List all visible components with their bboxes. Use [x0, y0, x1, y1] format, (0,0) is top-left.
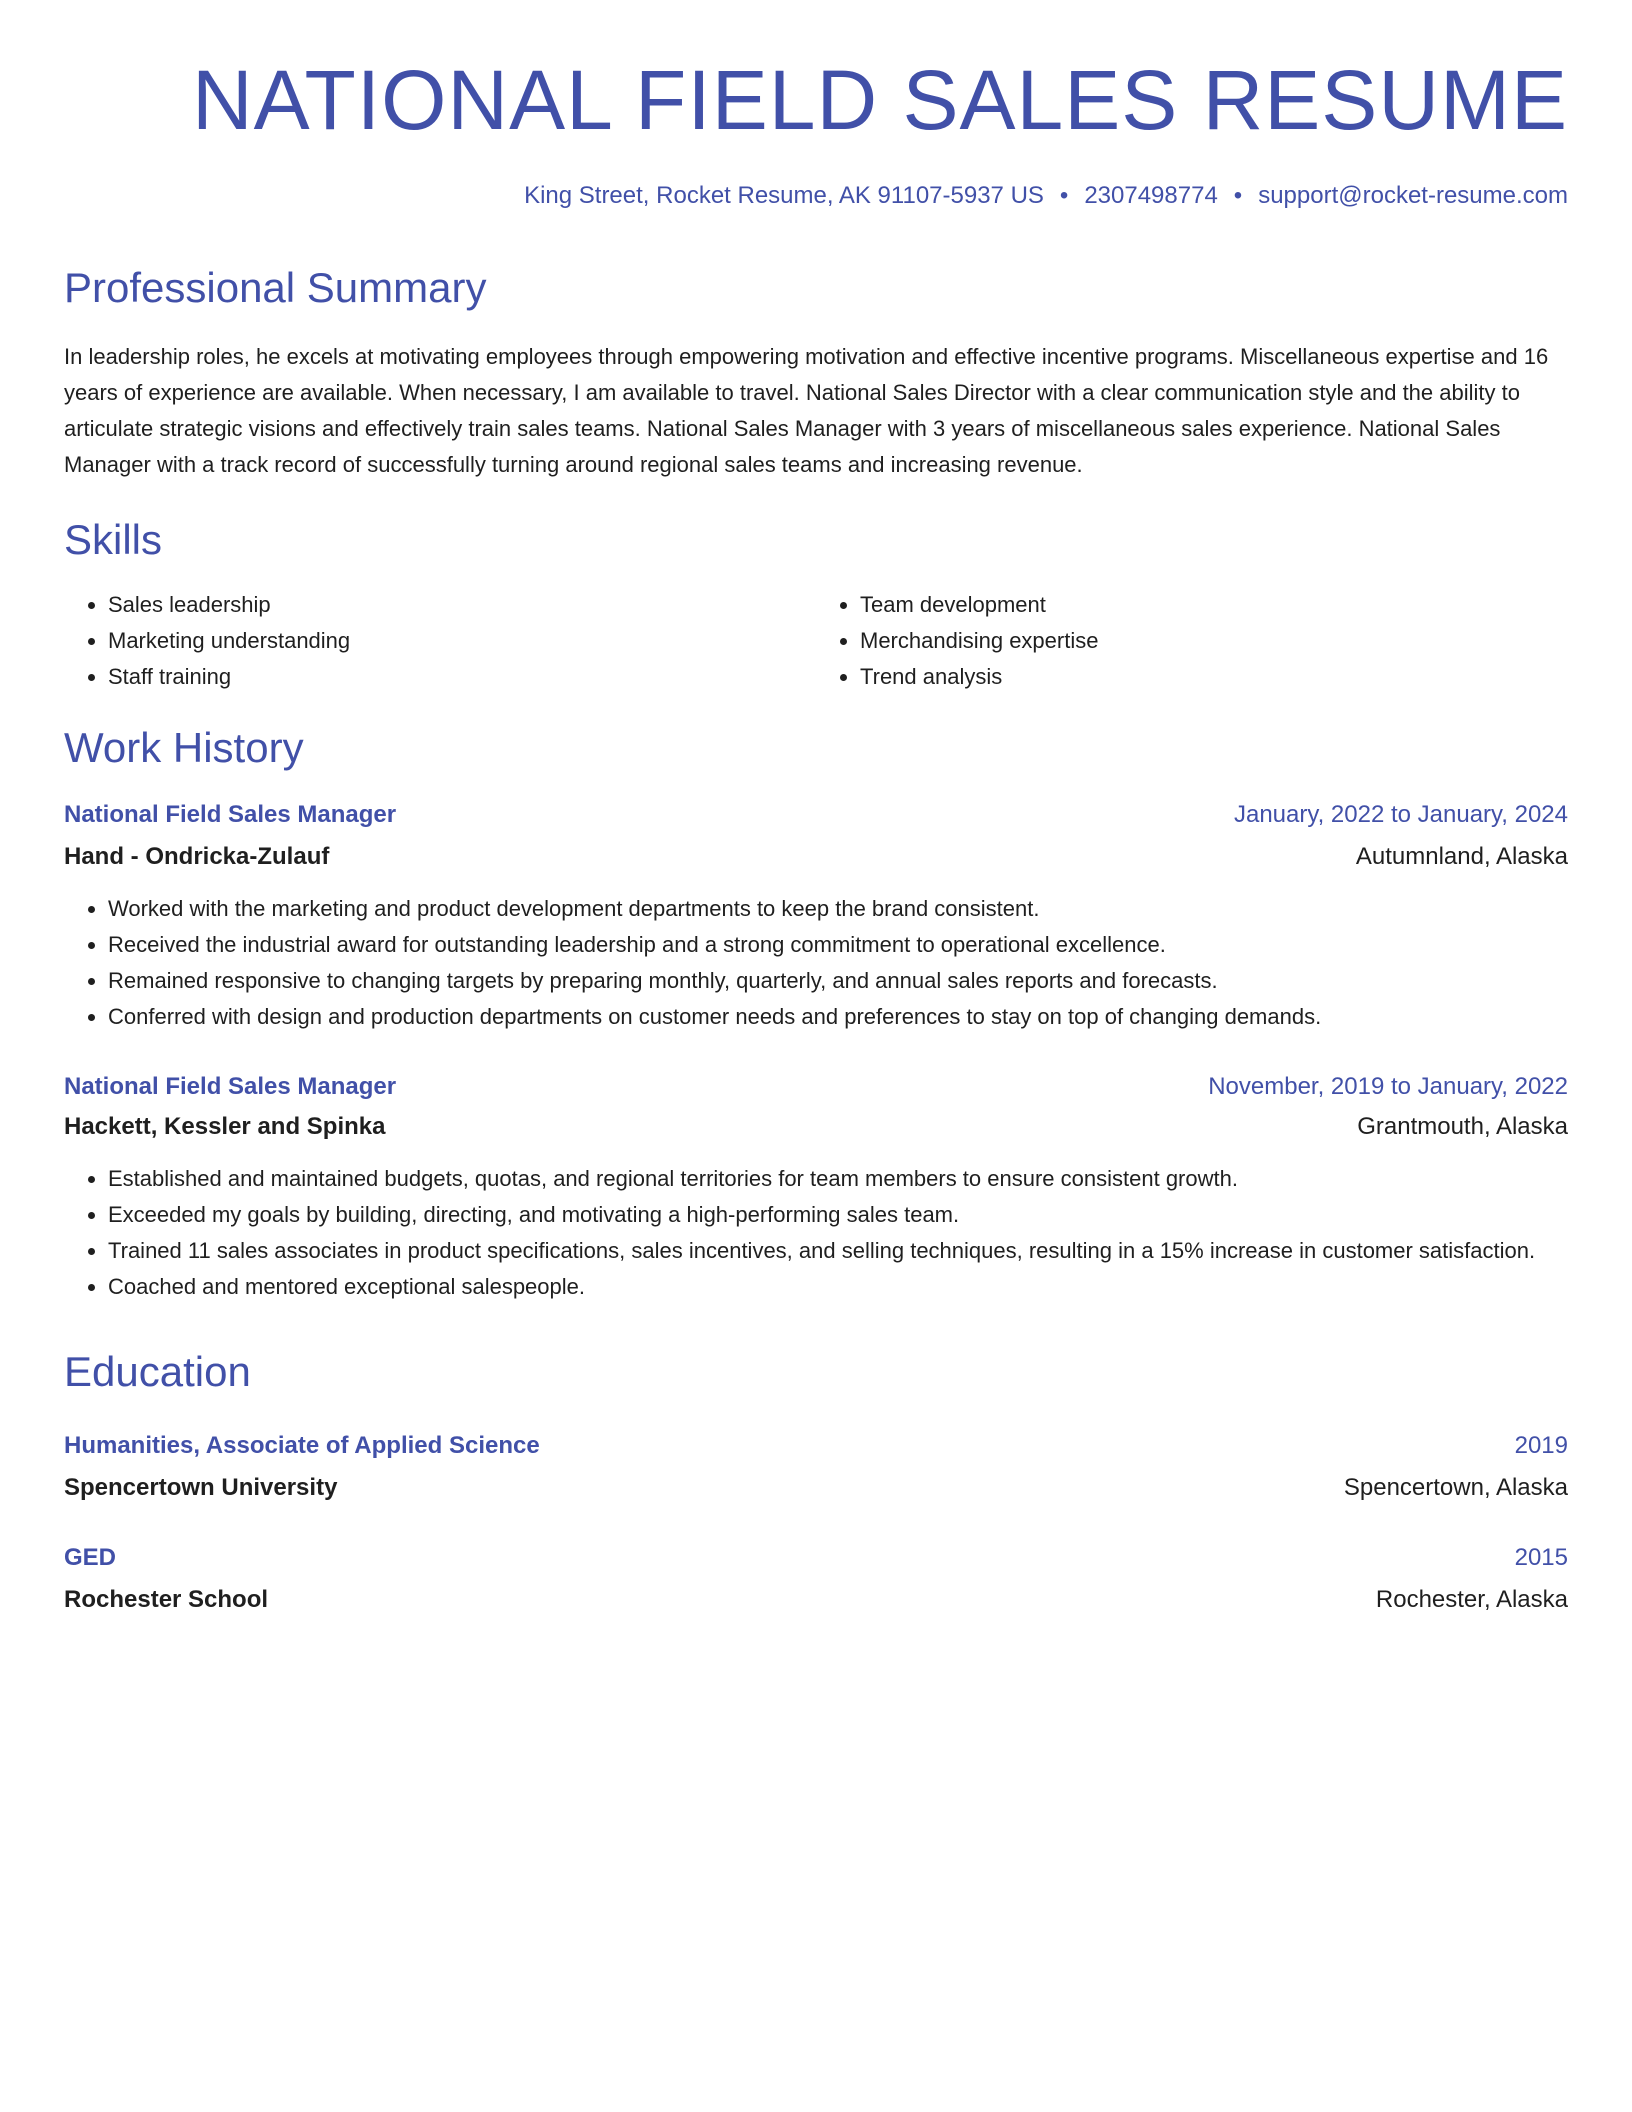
job-bullet: • Received the industrial award for outstanding leadership and a strong commitment to operational excellence. [108, 927, 1568, 963]
work-history-heading: Work History [64, 724, 304, 772]
skills-column-left [64, 587, 816, 695]
school-location: Rochester, Alaska [1375, 1585, 1568, 1613]
job-bullet: • Worked with the marketing and product development departments to keep the brand consistent. [108, 891, 1568, 927]
phone-text: 2307498774 [1084, 182, 1218, 209]
skill-item: • Team development [860, 587, 1568, 623]
company-name: Hackett, Kessler and Spinka [64, 1113, 386, 1141]
job-bullets [64, 891, 1568, 1035]
job-title: National Field Sales Manager [64, 1073, 397, 1101]
skills-list [64, 587, 1568, 695]
education-entry [64, 1432, 1568, 1502]
job-dates: January, 2022 to January, 2024 [1233, 801, 1568, 829]
separator-dot: • [1059, 182, 1069, 209]
graduation-year: 2015 [1514, 1543, 1568, 1571]
degree-name: GED [64, 1543, 117, 1571]
job-company-row [64, 843, 1568, 871]
job-company-row [64, 1113, 1568, 1141]
summary-text: In leadership roles, he excels at motivating employees through empowering motivation and effective incentive programs. Miscellaneous expertise and 16 years of experience are available. When necessary, I am available to travel. National Sales Director with a clear communication style and the ability to articulate strategic visions and effectively train sales teams. National Sales Manager with 3 years of miscellaneous sales experience. National Sales Manager with a track record of successfully turning around regional sales teams and increasing revenue. [64, 343, 1549, 477]
job-bullet: • Conferred with design and production departments on customer needs and preferences to stay on top of changing demands. [108, 999, 1568, 1035]
job-location: Grantmouth, Alaska [1357, 1113, 1568, 1141]
job-location: Autumnland, Alaska [1355, 843, 1568, 871]
school-row [64, 1474, 1568, 1502]
education-entry [64, 1544, 1568, 1614]
job-entry [64, 1073, 1568, 1305]
contact-line [64, 182, 1568, 211]
resume-page [64, 0, 1568, 1614]
job-bullet: • Established and maintained budgets, quotas, and regional territories for team members to ensure consistent growth. [108, 1161, 1568, 1197]
skills-heading: Skills [64, 515, 163, 563]
skill-item: • Marketing understanding [108, 623, 816, 659]
summary-heading: Professional Summary [64, 263, 487, 311]
skill-item: • Sales leadership [108, 587, 816, 623]
job-bullet: • Remained responsive to changing targets by preparing monthly, quarterly, and annual sales reports and forecasts. [108, 963, 1568, 999]
skills-column-right [816, 587, 1568, 695]
school-location: Spencertown, Alaska [1343, 1473, 1568, 1501]
school-name: Rochester School [64, 1585, 269, 1613]
skill-item: • Staff training [108, 659, 816, 695]
address-text: King Street, Rocket Resume, AK 91107-5937 US [524, 182, 1044, 209]
job-header-row [64, 1073, 1568, 1101]
school-name: Spencertown University [64, 1473, 338, 1501]
job-bullets [64, 1161, 1568, 1305]
job-header-row [64, 801, 1568, 829]
email-link[interactable]: support@rocket-resume.com [1258, 182, 1568, 209]
company-name: Hand - Ondricka-Zulauf [64, 843, 330, 871]
skill-item: • Trend analysis [860, 659, 1568, 695]
degree-row [64, 1432, 1568, 1460]
separator-dot: • [1233, 182, 1243, 209]
job-dates: November, 2019 to January, 2022 [1208, 1073, 1568, 1101]
education-heading: Education [64, 1348, 251, 1396]
degree-name: Humanities, Associate of Applied Science [64, 1431, 540, 1459]
skill-item: • Merchandising expertise [860, 623, 1568, 659]
school-row [64, 1586, 1568, 1614]
job-bullet: • Trained 11 sales associates in product specifications, sales incentives, and selling techniques, resulting in a 15% increase in customer satisfaction. [108, 1233, 1568, 1269]
resume-title: NATIONAL FIELD SALES RESUME [191, 53, 1568, 147]
job-bullet: • Exceeded my goals by building, directing, and motivating a high-performing sales team. [108, 1197, 1568, 1233]
degree-row [64, 1544, 1568, 1572]
graduation-year: 2019 [1514, 1431, 1568, 1459]
job-title: National Field Sales Manager [64, 801, 397, 829]
job-bullet: • Coached and mentored exceptional salespeople. [108, 1269, 1568, 1305]
job-entry [64, 801, 1568, 1035]
